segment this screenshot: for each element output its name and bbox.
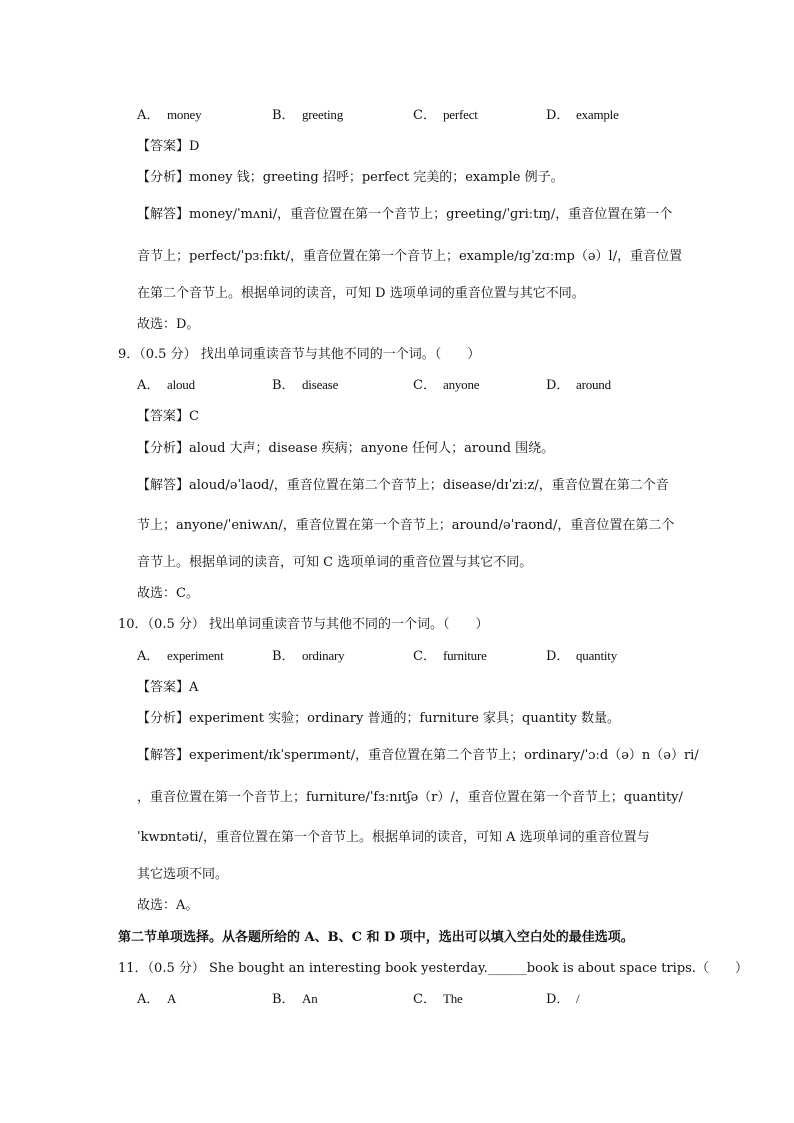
- option-letter: D．: [546, 378, 570, 393]
- option-letter: B．: [272, 108, 295, 123]
- q9-option-d: [546, 374, 611, 393]
- q10-solution-line-4: 其它选项不同。: [137, 867, 229, 882]
- option-text: A: [167, 991, 177, 1006]
- option-letter: C．: [413, 378, 436, 393]
- option-letter: B．: [272, 649, 295, 664]
- option-text: perfect: [443, 107, 478, 122]
- option-text: ordinary: [302, 648, 345, 663]
- option-text: example: [576, 107, 619, 122]
- q11-heading: 11．（0.5 分） She bought an interesting book yesterday.______book is about space trips.（ ）: [118, 961, 748, 976]
- q8-answer: 【答案】D: [137, 139, 200, 154]
- q9-solution-line-1: 【解答】aloud/əˈlaʊd/，重音位置在第二个音节上；disease/dɪˈziːz/，重音位置在第二个音: [137, 478, 669, 493]
- option-text: money: [167, 107, 202, 122]
- option-letter: B．: [272, 378, 295, 393]
- option-text: The: [443, 991, 463, 1006]
- option-letter: A．: [137, 378, 160, 393]
- q8-option-c: [413, 104, 478, 123]
- q9-solution-line-2: 节上；anyone/ˈeniwʌn/，重音位置在第一个音节上；around/əˈraʊnd/，重音位置在第二个: [137, 518, 675, 533]
- q10-answer: 【答案】A: [137, 680, 199, 695]
- q8-option-a: [137, 104, 201, 123]
- option-letter: A．: [137, 108, 160, 123]
- option-text: anyone: [443, 377, 480, 392]
- q9-heading: 9．（0.5 分） 找出单词重读音节与其他不同的一个词。（ ）: [118, 347, 481, 362]
- option-text: aloud: [167, 377, 195, 392]
- section-heading: 第二节单项选择。从各题所给的 A、B、C 和 D 项中，选出可以填入空白处的最佳选项。: [118, 930, 634, 945]
- q10-option-a: [137, 645, 223, 664]
- q10-heading: 10．（0.5 分） 找出单词重读音节与其他不同的一个词。（ ）: [118, 617, 489, 632]
- option-text: disease: [302, 377, 339, 392]
- option-letter: D．: [546, 992, 570, 1007]
- option-letter: A．: [137, 649, 160, 664]
- q9-final-answer: 故选：C。: [137, 586, 199, 601]
- q8-solution-line-2: 音节上；perfect/ˈpɜːfɪkt/，重音位置在第一个音节上；example/ɪɡˈzɑːmp（ə）l/，重音位置: [137, 249, 683, 264]
- option-text: around: [576, 377, 611, 392]
- q10-solution-line-2: ，重音位置在第一个音节上；furniture/ˈfɜːnɪtʃə（r）/，重音位置在第一个音节上；quantity/: [137, 790, 683, 805]
- q9-option-b: [272, 374, 338, 393]
- q9-solution-line-3: 音节上。根据单词的读音，可知 C 选项单词的重音位置与其它不同。: [137, 555, 533, 570]
- q10-option-b: [272, 645, 344, 664]
- q10-final-answer: 故选：A。: [137, 898, 199, 913]
- option-letter: C．: [413, 108, 436, 123]
- option-letter: C．: [413, 992, 436, 1007]
- q10-option-c: [413, 645, 487, 664]
- q8-option-b: [272, 104, 343, 123]
- q8-option-d: [546, 104, 619, 123]
- q8-final-answer: 故选：D。: [137, 317, 200, 332]
- option-text: An: [302, 991, 318, 1006]
- q10-analysis: 【分析】experiment 实验；ordinary 普通的；furniture 家具；quantity 数量。: [137, 711, 620, 726]
- q10-solution-line-1: 【解答】experiment/ɪkˈsperɪmənt/，重音位置在第二个音节上；ordinary/ˈɔːd（ə）n（ə）ri/: [137, 748, 699, 763]
- q8-analysis: 【分析】money 钱；greeting 招呼；perfect 完美的；example 例子。: [137, 170, 564, 185]
- option-letter: D．: [546, 108, 570, 123]
- q11-option-d: [546, 988, 579, 1007]
- option-text: experiment: [167, 648, 224, 663]
- option-letter: A．: [137, 992, 160, 1007]
- option-text: furniture: [443, 648, 487, 663]
- q11-option-c: [413, 988, 463, 1007]
- option-letter: D．: [546, 649, 570, 664]
- q8-solution-line-1: 【解答】money/ˈmʌni/，重音位置在第一个音节上；greeting/ˈɡriːtɪŋ/，重音位置在第一个: [137, 207, 673, 222]
- option-letter: C．: [413, 649, 436, 664]
- q9-option-a: [137, 374, 195, 393]
- option-text: greeting: [302, 107, 343, 122]
- q11-option-a: [137, 988, 176, 1007]
- q9-answer: 【答案】C: [137, 409, 199, 424]
- q10-solution-line-3: ˈkwɒntəti/，重音位置在第一个音节上。根据单词的读音，可知 A 选项单词的重音位置与: [137, 830, 650, 845]
- option-text: /: [576, 991, 580, 1006]
- q9-option-c: [413, 374, 479, 393]
- q11-option-b: [272, 988, 318, 1007]
- q8-solution-line-3: 在第二个音节上。根据单词的读音，可知 D 选项单词的重音位置与其它不同。: [137, 286, 585, 301]
- q9-analysis: 【分析】aloud 大声；disease 疾病；anyone 任何人；around 围绕。: [137, 441, 555, 456]
- option-text: quantity: [576, 648, 618, 663]
- q10-option-d: [546, 645, 617, 664]
- option-letter: B．: [272, 992, 295, 1007]
